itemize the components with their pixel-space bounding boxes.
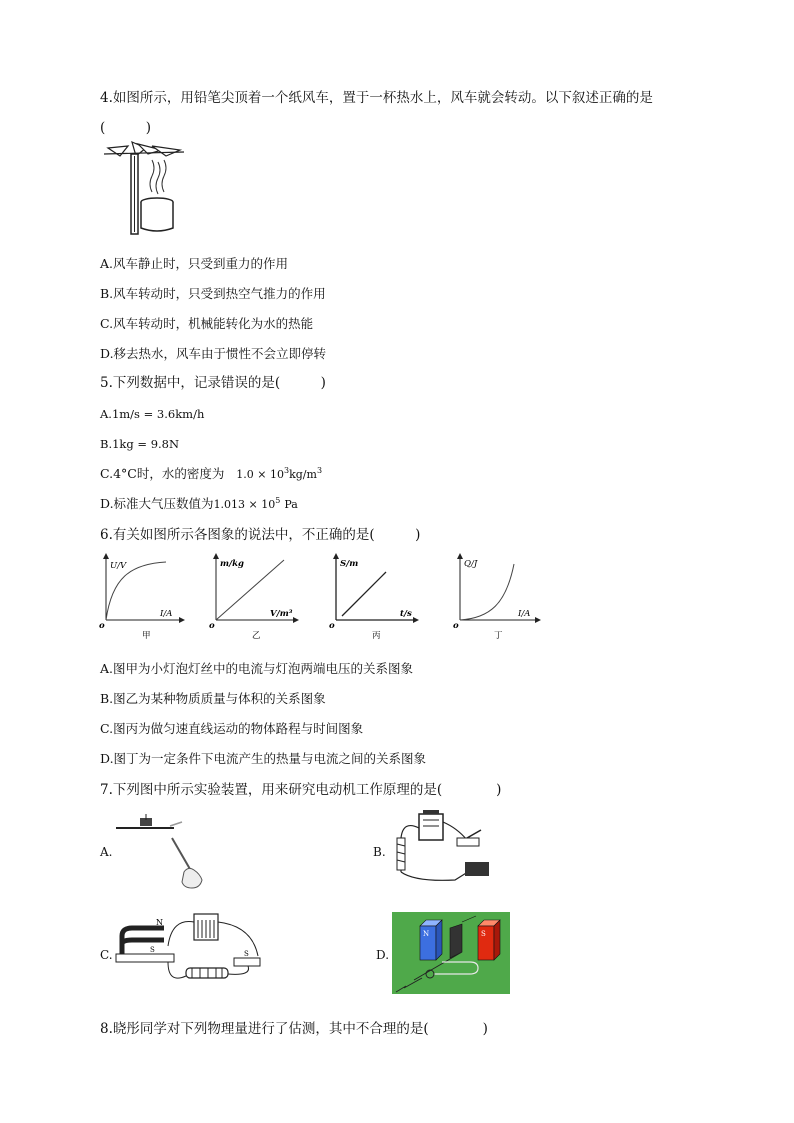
q4-option-c: C.风车转动时，机械能转化为水的热能: [100, 316, 314, 331]
q7-figure-c-s: S: [150, 946, 155, 954]
graph-bing-ylabel: S/m: [340, 559, 359, 569]
q7-label-a: A.: [100, 845, 113, 859]
graph-yi-xlabel: V/m³: [270, 609, 293, 619]
q5-option-c: [100, 466, 322, 483]
q7-figure-d: [392, 912, 510, 994]
q5-option-d-unit: Pa: [284, 498, 298, 511]
q6-option-d: D.图丁为一定条件下电流产生的热量与电流之间的关系图象: [100, 751, 427, 766]
q5-option-c-unit-exp: 3: [316, 466, 323, 475]
q4-blank: ( ): [100, 120, 152, 136]
graph-jia-ylabel: U/V: [110, 561, 127, 571]
graph-ding: [450, 550, 550, 642]
q6-stem: 6.有关如图所示各图象的说法中，不正确的是( ): [100, 527, 421, 543]
graph-jia-caption: 甲: [142, 631, 151, 641]
q7-figure-c-n: N: [156, 918, 163, 927]
graph-bing: [326, 550, 426, 642]
pinwheel-figure: [100, 140, 190, 240]
q4-option-a: A.风车静止时，只受到重力的作用: [100, 256, 289, 271]
graph-bing-caption: 丙: [372, 631, 381, 641]
graph-ding-caption: 丁: [494, 631, 503, 641]
q4-stem: 4.如图所示，用铅笔尖顶着一个纸风车，置于一杯热水上，风车就会转动。以下叙述正确的是: [100, 90, 653, 106]
graph-yi-caption: 乙: [252, 631, 261, 641]
q7-figure-d-s: S: [481, 930, 486, 938]
q7-label-d: D.: [376, 948, 390, 962]
q8-stem: 8.晓彤同学对下列物理量进行了估测，其中不合理的是( ): [100, 1021, 488, 1037]
q5-option-a: A.1m/s = 3.6km/h: [100, 407, 205, 421]
q5-option-d-exp: 5: [275, 496, 281, 505]
q7-label-b: B.: [373, 845, 386, 859]
graph-yi-origin: o: [209, 621, 215, 631]
q5-option-d-prefix: D.标准大气压数值为: [100, 496, 214, 511]
q5-option-d-value: 1.013 × 10: [213, 498, 276, 511]
graph-bing-xlabel: t/s: [400, 609, 412, 619]
q5-option-c-unit: kg/m: [289, 468, 317, 481]
q5-option-d: [100, 496, 298, 513]
q6-option-c: C.图丙为做匀速直线运动的物体路程与时间图象: [100, 721, 364, 736]
q7-figure-a: [112, 812, 212, 892]
graph-yi-ylabel: m/kg: [220, 559, 244, 569]
svg-text:S: S: [244, 950, 249, 958]
q5-option-c-prefix: C.4°C时，水的密度为: [100, 466, 225, 481]
graph-jia-origin: o: [99, 621, 105, 631]
q5-option-b: B.1kg = 9.8N: [100, 437, 180, 451]
graph-ding-ylabel: Q/J: [464, 559, 478, 569]
q7-figure-c: [112, 910, 267, 992]
q7-figure-b: [385, 808, 500, 888]
graph-ding-origin: o: [453, 621, 459, 631]
graph-bing-origin: o: [329, 621, 335, 631]
q7-label-c: C.: [100, 948, 113, 962]
graph-ding-xlabel: I/A: [518, 609, 531, 619]
q4-option-d: D.移去热水，风车由于惯性不会立即停转: [100, 346, 327, 361]
q6-option-a: A.图甲为小灯泡灯丝中的电流与灯泡两端电压的关系图象: [100, 661, 414, 676]
q6-option-b: B.图乙为某种物质质量与体积的关系图象: [100, 691, 326, 706]
q7-stem: 7.下列图中所示实验装置，用来研究电动机工作原理的是( ): [100, 782, 502, 798]
q5-option-c-value: 1.0 × 10: [236, 468, 284, 481]
graph-yi: [206, 550, 306, 642]
graph-jia-xlabel: I/A: [160, 609, 173, 619]
graph-jia: [96, 550, 191, 642]
q7-figure-d-n: N: [423, 930, 430, 938]
q4-option-b: B.风车转动时，只受到热空气推力的作用: [100, 286, 326, 301]
q5-stem: 5.下列数据中，记录错误的是( ): [100, 375, 326, 391]
q5-option-c-exp: 3: [284, 466, 290, 475]
